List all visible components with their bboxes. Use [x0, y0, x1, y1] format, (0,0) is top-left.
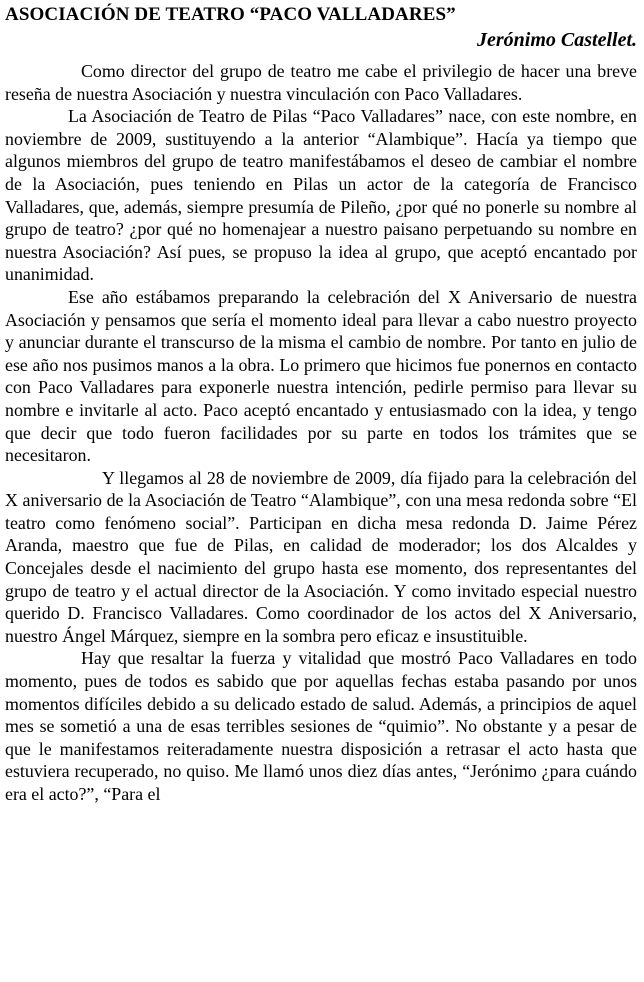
article-author: Jerónimo Castellet. — [477, 29, 637, 51]
paragraph-origin: La Asociación de Teatro de Pilas “Paco Valladares” nace, con este nombre, en noviembre de 2009, sustituyendo a la anterior “Alambique”. Hacía ya tiempo que algunos miembros del grupo de teatro manifestábamos el deseo de cambiar el nombre de la Asociación, pues teniendo en Pilas un actor de la categoría de Francisco Valladares, que, además, siempre presumía de Pileño, ¿por qué no ponerle su nombre al grupo de teatro? ¿por qué no homenajear a nuestro paisano perpetuando su nombre en nuestra Asociación? Así pues, se propuso la idea al grupo, que aceptó encantado por unanimidad. — [5, 106, 637, 285]
paragraph-vitality: Hay que resaltar la fuerza y vitalidad que mostró Paco Valladares en todo momento, pues de todos es sabido que por aquellas fechas estaba pasando por unos momentos difíciles debido a su delicado estado de salud. Además, a principios de aquel mes se sometió a una de esas terribles sesiones de “quimio”. No obstante y a pesar de que le manifestamos reiteradamente nuestra disposición a retrasar el acto hasta que estuviera recuperado, no quiso. Me llamó unos diez días antes, “Jerónimo ¿para cuándo era el acto?”, “Para el — [5, 648, 637, 804]
document-page — [5, 4, 637, 806]
paragraph-anniversary: Ese año estábamos preparando la celebración del X Aniversario de nuestra Asociación y pensamos que sería el momento ideal para llevar a cabo nuestro proyecto y anunciar durante el transcurso de la misma el cambio de nombre. Por tanto en julio de ese año nos pusimos manos a la obra. Lo primero que hicimos fue ponernos en contacto con Paco Valladares para exponerle nuestra intención, pedirle permiso para llevar su nombre e invitarle al acto. Paco aceptó encantado y entusiasmado con la idea, y tengo que decir que todo fueron facilidades por su parte en todos los trámites que se necesitaron. — [5, 286, 637, 466]
article-title: ASOCIACIÓN DE TEATRO “PACO VALLADARES” — [5, 4, 456, 25]
paragraph-event: Y llegamos al 28 de noviembre de 2009, día fijado para la celebración del X aniversario de la Asociación de Teatro “Alambique”, con una mesa redonda sobre “El teatro como fenómeno social”. Participan en dicha mesa redonda D. Jaime Pérez Aranda, maestro que fue de Pilas, en calidad de moderador; los dos Alcaldes y Concejales desde el nacimiento del grupo hasta ese momento, dos representantes del grupo de teatro y el actual director de la Asociación. Y como invitado especial nuestro querido D. Francisco Valladares. Como coordinador de los actos del X Aniversario, nuestro Ángel Márquez, siempre en la sombra pero eficaz e insustituible. — [5, 467, 637, 646]
paragraph-intro: Como director del grupo de teatro me cabe el privilegio de hacer una breve reseña de nuestra Asociación y nuestra vinculación con Paco Valladares. — [5, 61, 637, 104]
